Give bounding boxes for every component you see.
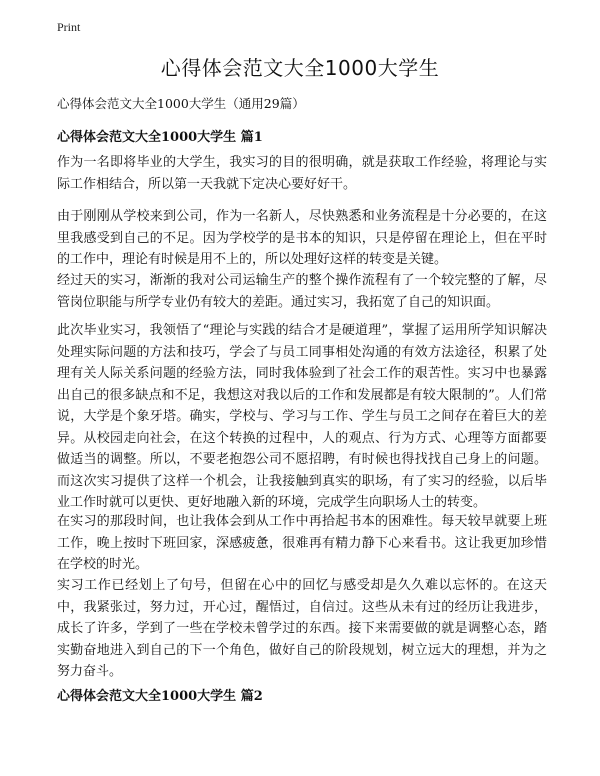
paragraph-2: 由于刚刚从学校来到公司，作为一名新人，尽快熟悉和业务流程是十分必要的，在这里我感受到自己的不足。因为学校学的是书本的知识，只是停留在理论上，但在平时的工作中，理论有时候是用不上的，所以处理好这样的转变是关键。 bbox=[57, 209, 547, 267]
paragraph-3: 经过天的实习，渐渐的我对公司运输生产的整个操作流程有了一个较完整的了解，尽管岗位职能与所学专业仍有较大的差距。通过实习，我拓宽了自己的知识面。 bbox=[57, 273, 547, 310]
paragraph-6: 实习工作已经划上了句号，但留在心中的回忆与感受却是久久难以忘怀的。在这天中，我紧张过，努力过，开心过，醒悟过，自信过。这些从未有过的经历让我进步，成长了许多，学到了一些在学校未曾学过的东西。接下来需要做的就是调整心态，踏实勤奋地进入到自己的下一个角色，做好自己的阶段规划，树立远大的理想，并为之努力奋斗。 bbox=[57, 578, 547, 679]
page-title: 心得体会范文大全1000大学生 bbox=[160, 56, 440, 80]
paragraph-4: 此次毕业实习，我领悟了“理论与实践的结合才是硬道理”，掌握了运用所学知识解决处理实际问题的方法和技巧，学会了与员工同事相处沟通的有效方法途径，积累了处理有关人际关系问题的经验方法，同时我体验到了社会工作的艰苦性。实习中也暴露出自己的很多缺点和不足，我想这对我以后的工作和发展都是有较大限制的”。人们常说，大学是个象牙塔。确实，学校与、学习与工作、学生与员工之间存在着巨大的差异。从校园走向社会，在这个转换的过程中，人的观点、行为方式、心理等方面都要做适当的调整。所以，不要老抱怨公司不愿招聘，有时候也得找找自己身上的问题。而这次实习提供了这样一个机会，让我接触到真实的职场，有了实习的经验，以后毕业工作时就可以更快、更好地融入新的环境，完成学生向职场人士的转变。 bbox=[57, 323, 547, 510]
paragraph-5: 在实习的那段时间，也让我体会到从工作中再拾起书本的困难性。每天较早就要上班工作，晚上按时下班回家，深感疲惫，很难再有精力静下心来看书。这让我更加珍惜在学校的时光。 bbox=[57, 514, 547, 572]
document-subtitle: 心得体会范文大全1000大学生（通用29篇） bbox=[57, 96, 305, 111]
paragraph-1: 作为一名即将毕业的大学生，我实习的目的很明确，就是获取工作经验，将理论与实际工作相结合，所以第一天我就下定决心要好好干。 bbox=[57, 155, 547, 192]
section-heading-1: 心得体会范文大全1000大学生 篇1 bbox=[57, 130, 263, 145]
section-heading-2: 心得体会范文大全1000大学生 篇2 bbox=[57, 689, 263, 704]
print-link[interactable]: Print bbox=[57, 20, 81, 34]
